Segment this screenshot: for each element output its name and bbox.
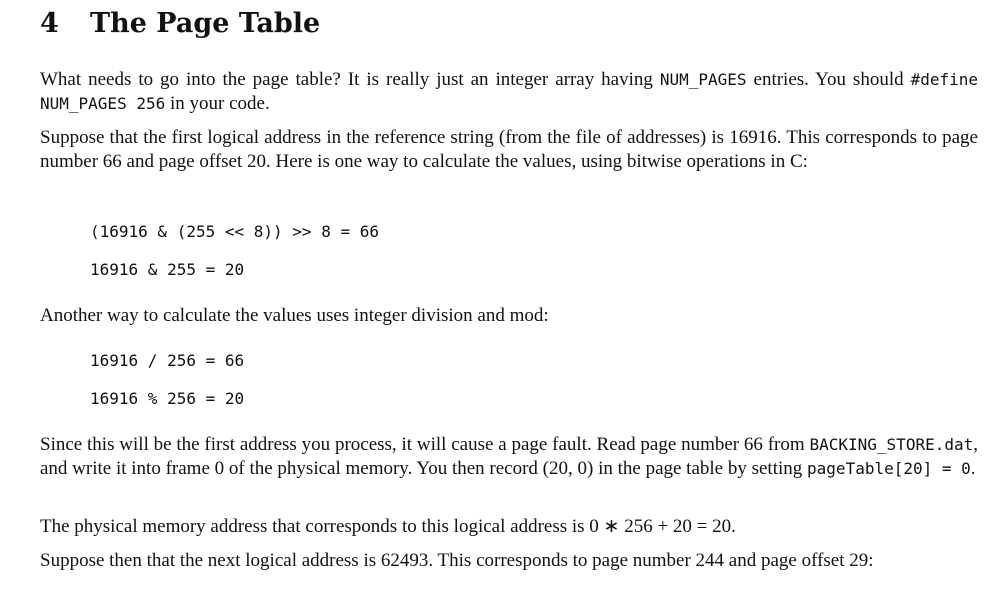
inline-code: NUM_PAGES [659, 70, 747, 89]
text-run: . [970, 458, 976, 479]
text-run: What needs to go into the page table? It is really just an integer array having [40, 69, 660, 90]
paragraph-page-fault [40, 433, 978, 481]
text-run: entries. You should [746, 69, 911, 90]
text-run: Since this will be the first address you process, it will cause a page fault. Read page number 66 from [40, 434, 810, 455]
paragraph-first-address-example: Suppose that the first logical address in the reference string (from the file of addresses) is 16916. This corresponds to page number 66 and page offset 20. Here is one way to calculate the values, using bitwise operations in C: [40, 127, 978, 172]
paragraph-division-mod: Another way to calculate the values uses integer division and mod: [40, 305, 549, 326]
code-line-division-page: 16916 / 256 = 66 [90, 351, 245, 370]
text-run: in your code. [165, 93, 270, 114]
code-line-bitwise-page: (16916 & (255 << 8)) >> 8 = 66 [90, 222, 379, 241]
paragraph-next-address: Suppose then that the next logical address is 62493. This corresponds to page number 244 and page offset 29: [40, 550, 874, 571]
inline-code: BACKING_STORE.dat [809, 435, 974, 454]
code-line-bitwise-offset: 16916 & 255 = 20 [90, 260, 245, 279]
paragraph-page-table-intro [40, 68, 978, 116]
section-heading [40, 6, 320, 42]
inline-code: #define NUM_PAGES 256 [40, 70, 979, 113]
text-run: , and write it into frame 0 of the physical memory. You then record (20, 0) in the page table by setting [40, 434, 978, 479]
section-number: 4 [40, 8, 59, 39]
section-title: The Page Table [90, 8, 321, 39]
inline-code: pageTable[20] = 0 [807, 459, 971, 478]
code-line-mod-offset: 16916 % 256 = 20 [90, 389, 245, 408]
paragraph-physical-address: The physical memory address that corresponds to this logical address is 0 ∗ 256 + 20 = 20. [40, 516, 736, 537]
